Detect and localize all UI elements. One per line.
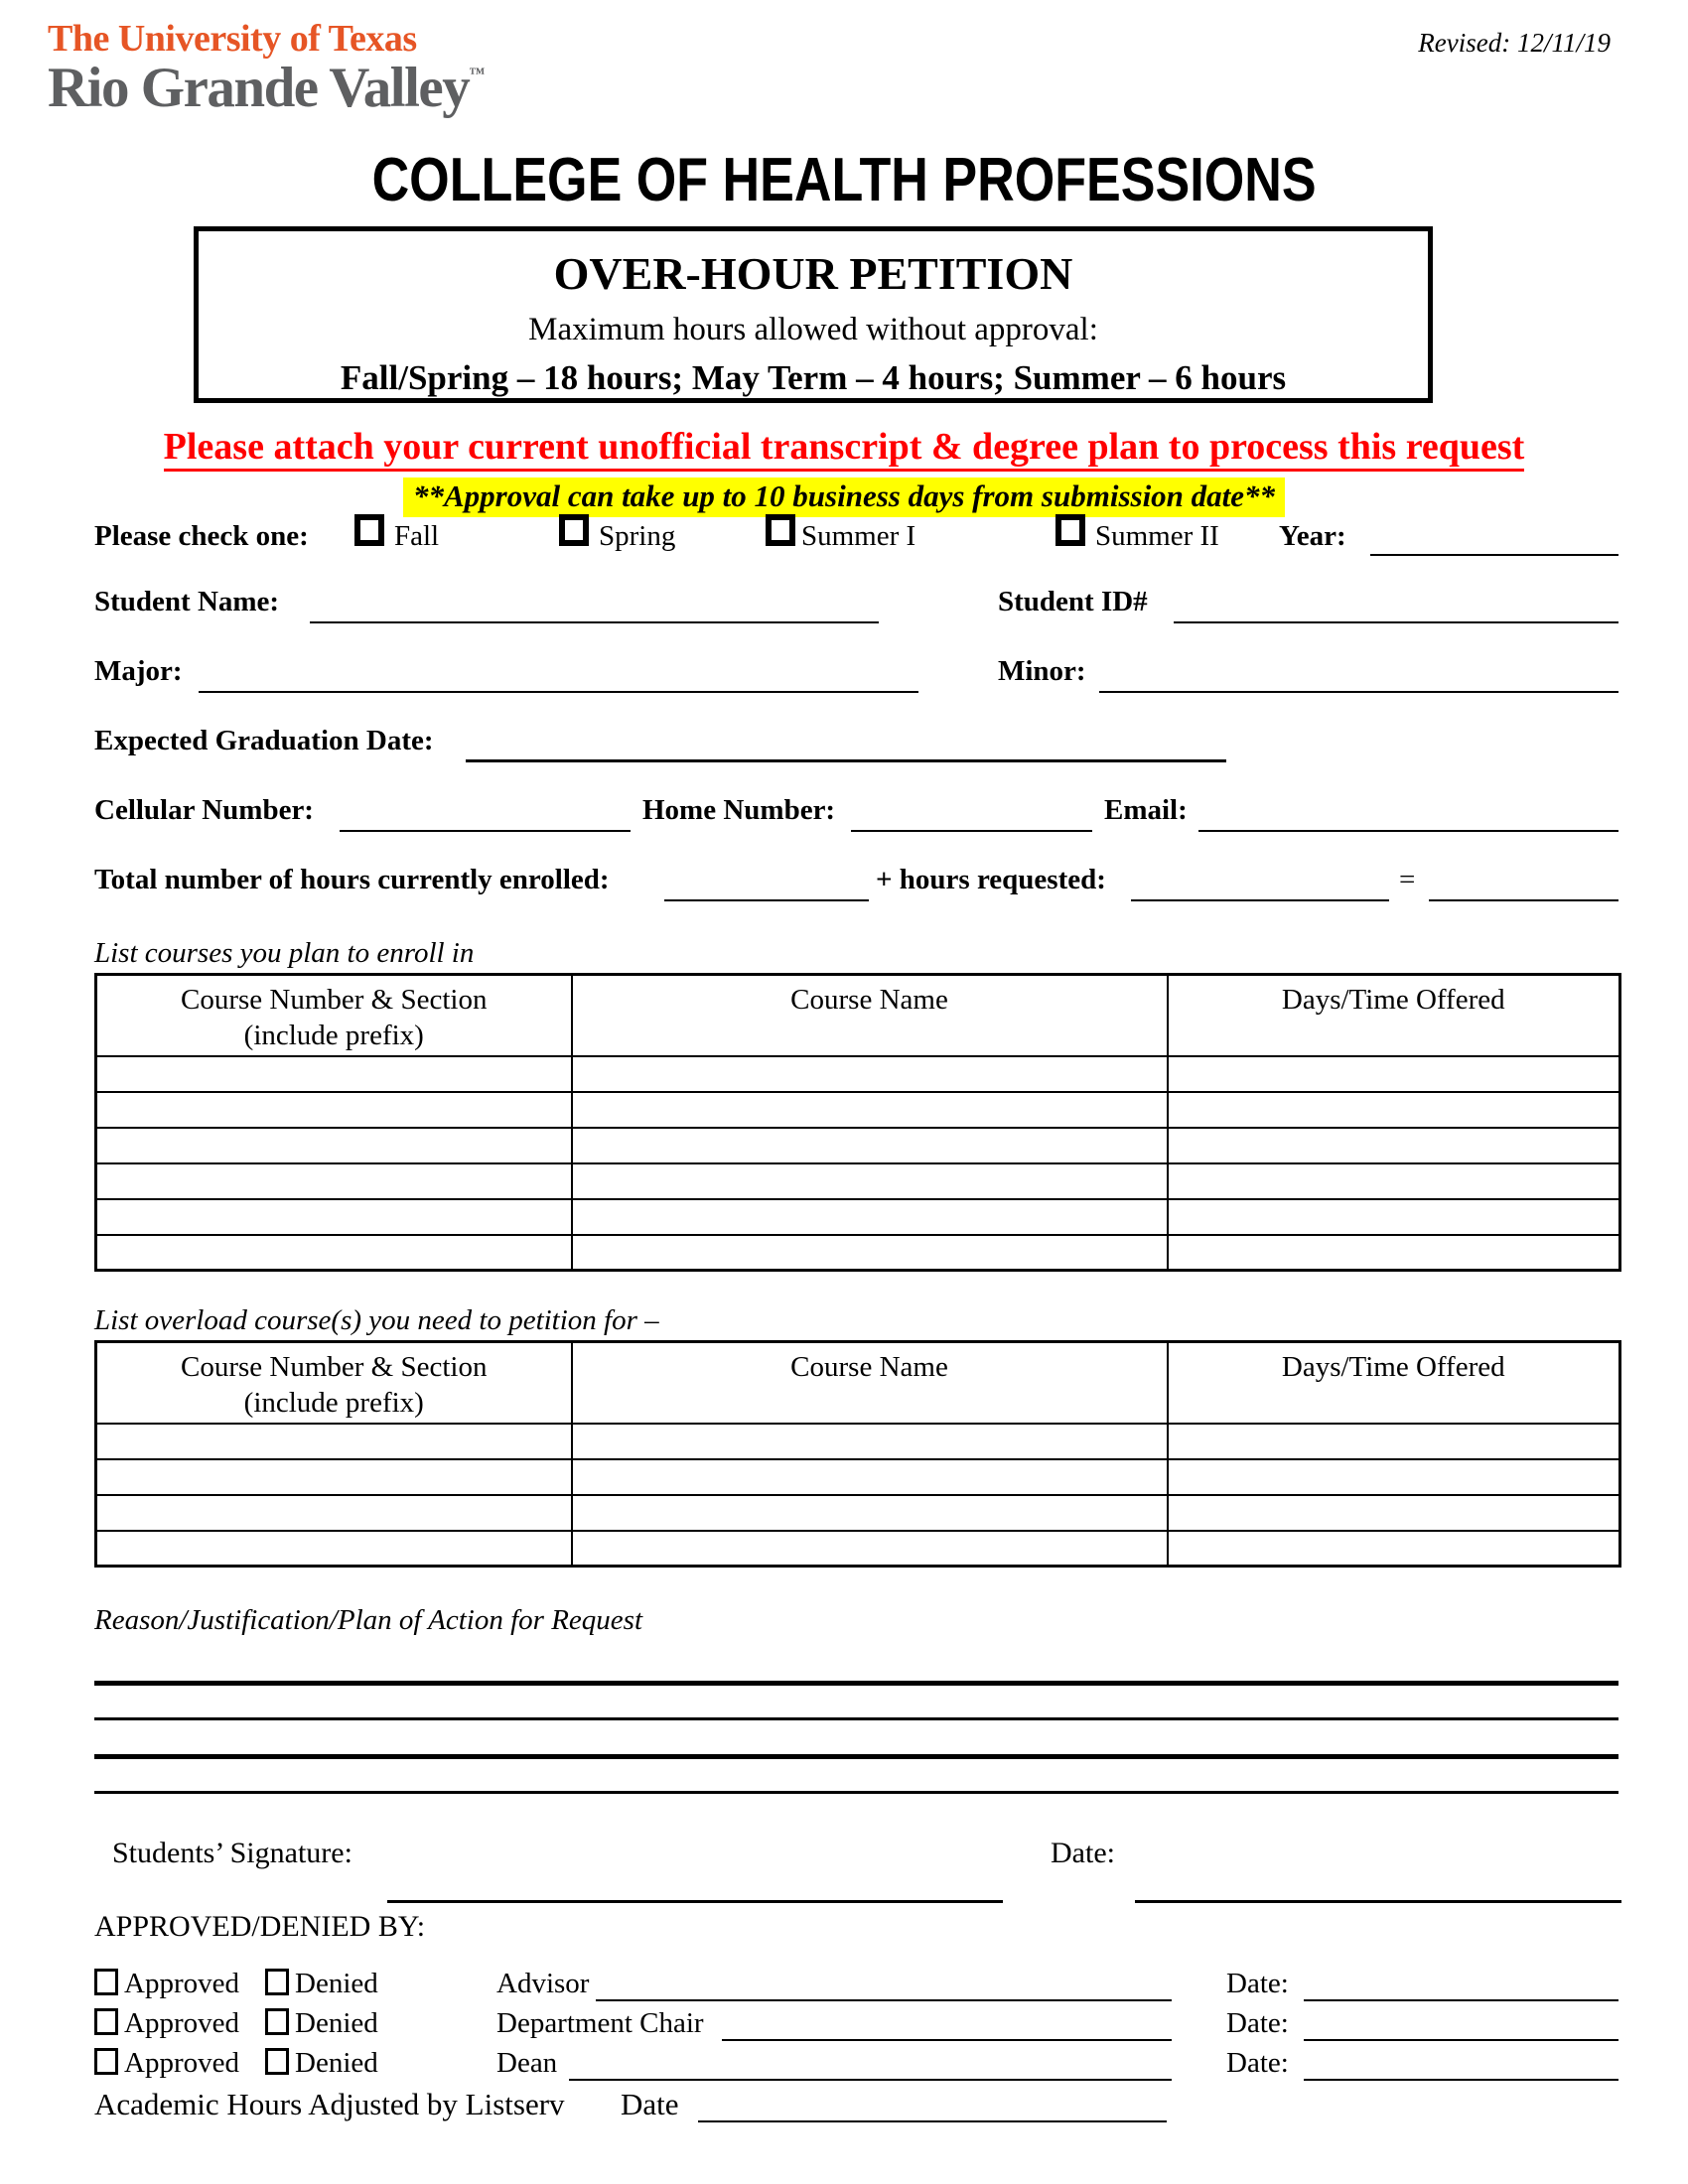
- utrgv-logo: [48, 18, 486, 119]
- minor-label: Minor:: [998, 655, 1086, 687]
- petition-header-box: [194, 226, 1433, 403]
- checkbox-dean-approved[interactable]: [94, 2048, 118, 2075]
- dean-date-field[interactable]: [1304, 2079, 1618, 2081]
- reason-line-2[interactable]: [94, 1717, 1618, 1720]
- checkbox-chair-approved[interactable]: [94, 2008, 118, 2035]
- home-number-label: Home Number:: [642, 794, 836, 826]
- advisor-date-label: Date:: [1226, 1968, 1289, 1999]
- checkbox-chair-denied[interactable]: [265, 2008, 289, 2035]
- email-field[interactable]: [1198, 830, 1618, 832]
- header-course-name: Course Name: [572, 1342, 1168, 1424]
- major-field[interactable]: [199, 691, 918, 693]
- enroll-cell[interactable]: [1168, 1163, 1620, 1199]
- overload-cell[interactable]: [1168, 1495, 1620, 1531]
- denied-label: Denied: [295, 2007, 378, 2039]
- expected-graduation-label: Expected Graduation Date:: [94, 725, 434, 756]
- total-hours-row: [94, 864, 1618, 907]
- checkbox-dean-denied[interactable]: [265, 2048, 289, 2075]
- enroll-row-3: [96, 1128, 1620, 1163]
- enroll-cell[interactable]: [1168, 1128, 1620, 1163]
- enroll-cell[interactable]: [96, 1056, 572, 1092]
- reason-line-4[interactable]: [94, 1791, 1618, 1794]
- hours-total-field[interactable]: [1429, 899, 1618, 901]
- enroll-cell[interactable]: [1168, 1092, 1620, 1128]
- listserv-label: Academic Hours Adjusted by Listserv: [94, 2087, 565, 2121]
- enroll-cell[interactable]: [1168, 1235, 1620, 1271]
- advisor-date-field[interactable]: [1304, 1999, 1618, 2001]
- revised-date: Revised: 12/11/19: [1418, 28, 1611, 58]
- student-name-label: Student Name:: [94, 586, 280, 617]
- term-row-label: Please check one:: [94, 520, 309, 552]
- checkbox-fall[interactable]: [354, 514, 384, 546]
- enroll-cell[interactable]: [572, 1128, 1168, 1163]
- enroll-table-header-row: [96, 975, 1620, 1056]
- enroll-cell[interactable]: [96, 1092, 572, 1128]
- major-minor-row: [94, 655, 1618, 699]
- student-id-label: Student ID#: [998, 586, 1148, 617]
- cellular-label: Cellular Number:: [94, 794, 314, 826]
- hours-requested-label: + hours requested:: [876, 864, 1106, 895]
- header-course-number: Course Number & Section (include prefix): [96, 1342, 572, 1424]
- overload-cell[interactable]: [572, 1495, 1168, 1531]
- page-title: COLLEGE OF HEALTH PROFESSIONS: [371, 146, 1317, 214]
- trademark-symbol: ™: [469, 66, 486, 82]
- enroll-table-caption: List courses you plan to enroll in: [94, 937, 475, 969]
- approved-label: Approved: [124, 2007, 239, 2039]
- year-label: Year:: [1279, 520, 1346, 552]
- enroll-cell[interactable]: [96, 1128, 572, 1163]
- checkbox-summer-2[interactable]: [1055, 514, 1085, 546]
- overload-row-2: [96, 1459, 1620, 1495]
- petition-subtitle: Maximum hours allowed without approval:: [528, 312, 1098, 347]
- listserv-date-field[interactable]: [698, 2120, 1167, 2122]
- approval-row-department-chair: [94, 2005, 1618, 2045]
- signature-date-field[interactable]: [1135, 1900, 1621, 1903]
- email-label: Email:: [1104, 794, 1188, 826]
- chair-date-field[interactable]: [1304, 2039, 1618, 2041]
- reason-line-3[interactable]: [94, 1754, 1618, 1759]
- department-chair-label: Department Chair: [496, 2007, 704, 2039]
- enroll-cell[interactable]: [572, 1235, 1168, 1271]
- dean-signature-field[interactable]: [569, 2079, 1172, 2081]
- year-field[interactable]: [1370, 554, 1618, 556]
- label-spring: Spring: [599, 520, 676, 552]
- overload-row-4: [96, 1531, 1620, 1567]
- approval-row-dean: [94, 2045, 1618, 2085]
- enroll-row-5: [96, 1199, 1620, 1235]
- term-selection-row: [94, 514, 1618, 560]
- enroll-row-4: [96, 1163, 1620, 1199]
- enroll-cell[interactable]: [1168, 1199, 1620, 1235]
- checkbox-summer-1[interactable]: [766, 514, 795, 546]
- home-number-field[interactable]: [851, 830, 1092, 832]
- enroll-cell[interactable]: [572, 1056, 1168, 1092]
- student-row: [94, 586, 1618, 629]
- enroll-cell[interactable]: [572, 1199, 1168, 1235]
- approved-label: Approved: [124, 1968, 239, 1999]
- student-signature-field[interactable]: [387, 1900, 1003, 1903]
- dean-label: Dean: [496, 2047, 558, 2079]
- chair-date-label: Date:: [1226, 2007, 1289, 2039]
- overload-cell[interactable]: [1168, 1459, 1620, 1495]
- reason-caption: Reason/Justification/Plan of Action for Request: [94, 1604, 643, 1636]
- enroll-row-2: [96, 1092, 1620, 1128]
- overload-cell[interactable]: [572, 1424, 1168, 1459]
- overload-courses-table: [94, 1340, 1621, 1568]
- overload-row-1: [96, 1424, 1620, 1459]
- cellular-field[interactable]: [340, 830, 631, 832]
- header-days-time: Days/Time Offered: [1168, 1342, 1620, 1424]
- enroll-row-6: [96, 1235, 1620, 1271]
- major-label: Major:: [94, 655, 183, 687]
- header-course-name: Course Name: [572, 975, 1168, 1056]
- student-name-field[interactable]: [310, 621, 879, 623]
- listserv-row: [94, 2085, 1618, 2124]
- overload-row-3: [96, 1495, 1620, 1531]
- enroll-row-1: [96, 1056, 1620, 1092]
- advisor-signature-field[interactable]: [596, 1999, 1172, 2001]
- student-signature-label: Students’ Signature:: [112, 1837, 352, 1869]
- enroll-cell[interactable]: [572, 1163, 1168, 1199]
- approved-label: Approved: [124, 2047, 239, 2079]
- approval-row-advisor: [94, 1966, 1618, 2005]
- checkbox-advisor-denied[interactable]: [265, 1969, 289, 1995]
- label-summer-1: Summer I: [801, 520, 916, 552]
- header-course-number: Course Number & Section (include prefix): [96, 975, 572, 1056]
- overload-table-header-row: [96, 1342, 1620, 1424]
- attach-transcript-notice: Please attach your current unofficial transcript & degree plan to process this request: [0, 425, 1688, 472]
- overload-table-caption: List overload course(s) you need to petition for –: [94, 1304, 659, 1336]
- signature-date-label: Date:: [1051, 1837, 1115, 1869]
- overload-cell[interactable]: [96, 1459, 572, 1495]
- listserv-date-label: Date: [621, 2087, 679, 2121]
- total-enrolled-field[interactable]: [664, 899, 869, 901]
- enroll-courses-table: [94, 973, 1621, 1272]
- advisor-label: Advisor: [496, 1968, 590, 1999]
- student-id-field[interactable]: [1174, 621, 1618, 623]
- reason-line-1[interactable]: [94, 1681, 1618, 1686]
- dean-date-label: Date:: [1226, 2047, 1289, 2079]
- approval-time-notice: **Approval can take up to 10 business days from submission date**: [0, 478, 1688, 517]
- header-days-time: Days/Time Offered: [1168, 975, 1620, 1056]
- equals-sign: =: [1399, 864, 1416, 895]
- overload-cell[interactable]: [572, 1459, 1168, 1495]
- petition-title: OVER-HOUR PETITION: [553, 248, 1073, 299]
- enroll-cell[interactable]: [1168, 1056, 1620, 1092]
- enroll-cell[interactable]: [572, 1092, 1168, 1128]
- total-enrolled-label: Total number of hours currently enrolled:: [94, 864, 610, 895]
- overload-cell[interactable]: [96, 1531, 572, 1567]
- petition-hour-limits: Fall/Spring – 18 hours; May Term – 4 hours; Summer – 6 hours: [199, 358, 1428, 403]
- overload-cell[interactable]: [1168, 1424, 1620, 1459]
- approved-denied-heading: APPROVED/DENIED BY:: [94, 1910, 426, 1943]
- overload-cell[interactable]: [96, 1495, 572, 1531]
- minor-field[interactable]: [1099, 691, 1618, 693]
- overload-cell[interactable]: [96, 1424, 572, 1459]
- denied-label: Denied: [295, 1968, 378, 1999]
- graduation-row: [94, 725, 1618, 768]
- enroll-cell[interactable]: [96, 1199, 572, 1235]
- logo-line2: Rio Grande Valley™: [48, 57, 486, 119]
- label-fall: Fall: [394, 520, 440, 552]
- checkbox-advisor-approved[interactable]: [94, 1969, 118, 1995]
- hours-requested-field[interactable]: [1131, 899, 1389, 901]
- logo-line1: The University of Texas: [48, 18, 417, 60]
- checkbox-spring[interactable]: [559, 514, 589, 546]
- enroll-cell[interactable]: [96, 1163, 572, 1199]
- department-chair-signature-field[interactable]: [722, 2039, 1172, 2041]
- expected-graduation-field[interactable]: [466, 759, 1226, 762]
- denied-label: Denied: [295, 2047, 378, 2079]
- overload-cell[interactable]: [572, 1531, 1168, 1567]
- contact-row: [94, 794, 1618, 838]
- enroll-cell[interactable]: [96, 1235, 572, 1271]
- overload-cell[interactable]: [1168, 1531, 1620, 1567]
- label-summer-2: Summer II: [1095, 520, 1219, 552]
